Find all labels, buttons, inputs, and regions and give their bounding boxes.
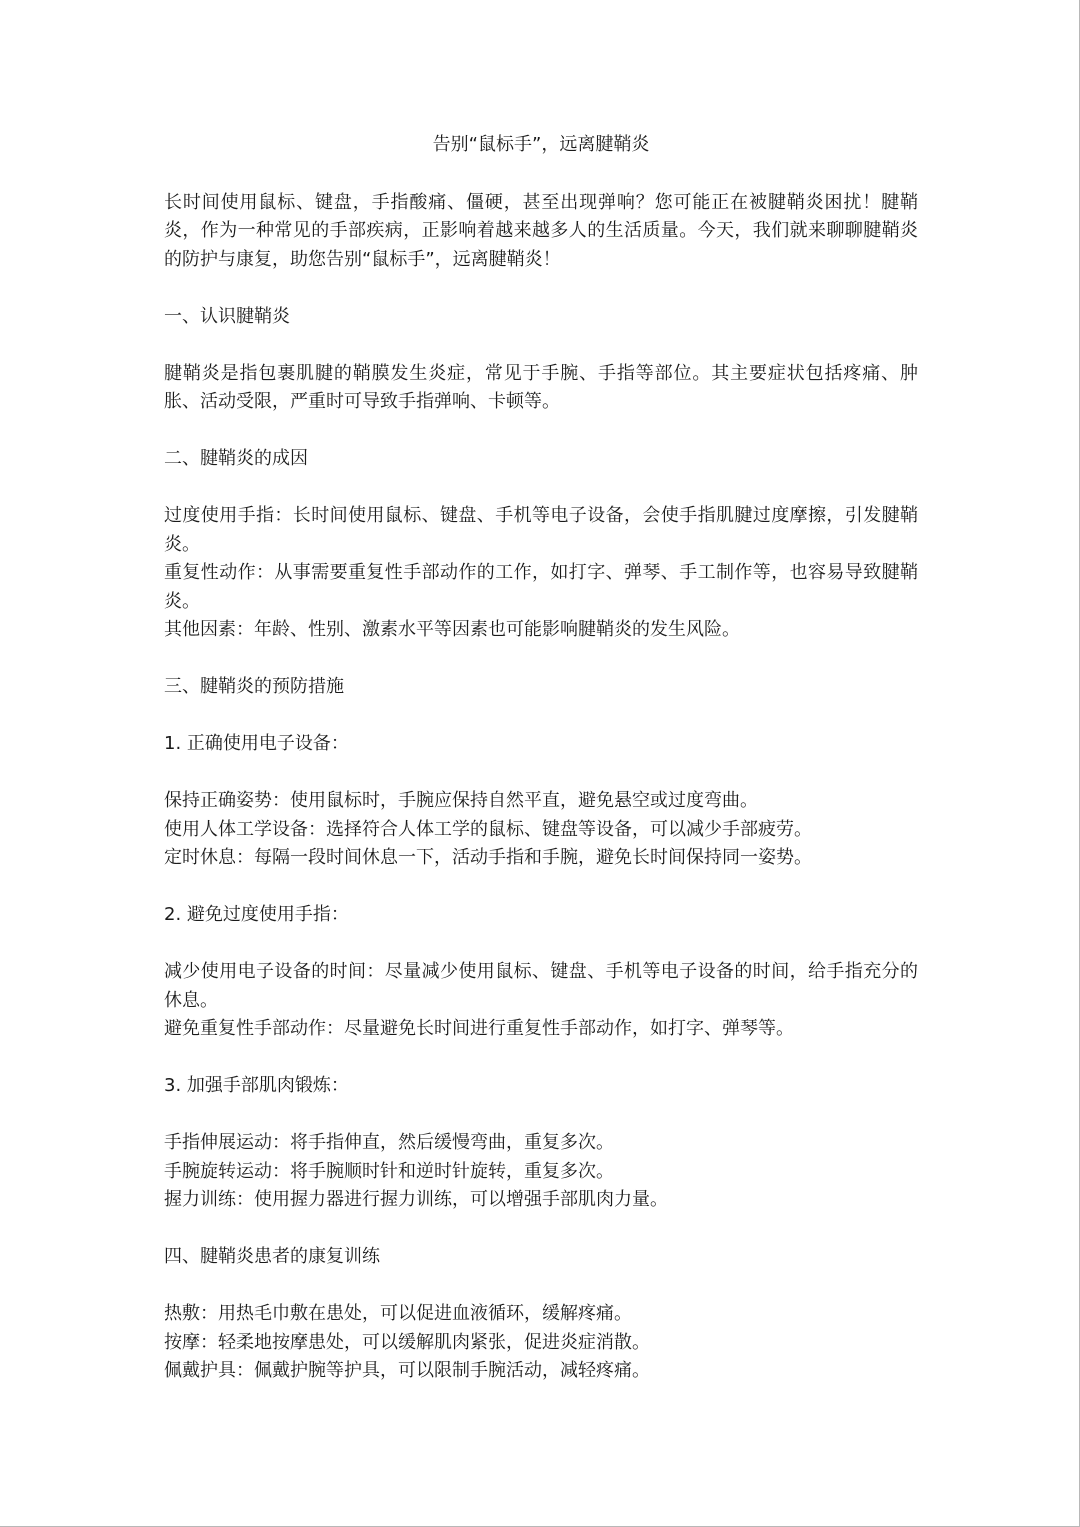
cause-item: 重复性动作：从事需要重复性手部动作的工作，如打字、弹琴、手工制作等，也容易导致腱鞘炎。 bbox=[164, 562, 918, 612]
intro-paragraph: 长时间使用鼠标、键盘，手指酸痛、僵硬，甚至出现弹响？您可能正在被腱鞘炎困扰！腱鞘炎，作为一种常见的手部疾病，正影响着越来越多人的生活质量。今天，我们就来聊聊腱鞘炎的防护与康复，助您告别“鼠标手”，远离腱鞘炎！ bbox=[164, 191, 918, 270]
prevention-item: 保持正确姿势：使用鼠标时，手腕应保持自然平直，避免悬空或过度弯曲。 bbox=[164, 790, 758, 811]
rehab-item: 热敷：用热毛巾敷在患处，可以促进血液循环，缓解疼痛。 bbox=[164, 1303, 632, 1324]
prevention-item: 使用人体工学设备：选择符合人体工学的鼠标、键盘等设备，可以减少手部疲劳。 bbox=[164, 818, 812, 840]
cause-item: 其他因素：年龄、性别、激素水平等因素也可能影响腱鞘炎的发生风险。 bbox=[164, 619, 740, 640]
rehab-item: 佩戴护具：佩戴护腕等护具，可以限制手腕活动，减轻疼痛。 bbox=[164, 1360, 650, 1381]
prevention-item: 定时休息：每隔一段时间休息一下，活动手指和手腕，避免长时间保持同一姿势。 bbox=[164, 847, 812, 868]
section-3-heading: 三、腱鞘炎的预防措施 bbox=[164, 676, 344, 697]
rehab-item: 按摩：轻柔地按摩患处，可以缓解肌肉紧张，促进炎症消散。 bbox=[164, 1331, 650, 1353]
section-1-body: 腱鞘炎是指包裹肌腱的鞘膜发生炎症，常见于手腕、手指等部位。其主要症状包括疼痛、肿胀、活动受限，严重时可导致手指弹响、卡顿等。 bbox=[164, 362, 918, 412]
prevention-item: 避免重复性手部动作：尽量避免长时间进行重复性手部动作，如打字、弹琴等。 bbox=[164, 1018, 794, 1039]
page-title: 告别“鼠标手”，远离腱鞘炎 bbox=[432, 134, 650, 155]
cause-item: 过度使用手指：长时间使用鼠标、键盘、手机等电子设备，会使手指肌腱过度摩擦，引发腱鞘炎。 bbox=[164, 505, 918, 555]
prevention-item: 减少使用电子设备的时间：尽量减少使用鼠标、键盘、手机等电子设备的时间，给手指充分的休息。 bbox=[164, 961, 918, 1011]
exercise-item: 握力训练：使用握力器进行握力训练，可以增强手部肌肉力量。 bbox=[164, 1189, 668, 1210]
exercise-item: 手指伸展运动：将手指伸直，然后缓慢弯曲，重复多次。 bbox=[164, 1132, 614, 1153]
section-4-heading: 四、腱鞘炎患者的康复训练 bbox=[164, 1246, 380, 1267]
section-1-heading: 一、认识腱鞘炎 bbox=[164, 305, 290, 327]
subsection-3-3-heading: 3. 加强手部肌肉锻炼： bbox=[164, 1075, 349, 1096]
section-2-heading: 二、腱鞘炎的成因 bbox=[164, 448, 308, 469]
subsection-3-1-heading: 1. 正确使用电子设备： bbox=[164, 733, 349, 754]
document-body bbox=[164, 131, 918, 1386]
exercise-item: 手腕旋转运动：将手腕顺时针和逆时针旋转，重复多次。 bbox=[164, 1160, 614, 1182]
subsection-3-2-heading: 2. 避免过度使用手指： bbox=[164, 904, 349, 925]
